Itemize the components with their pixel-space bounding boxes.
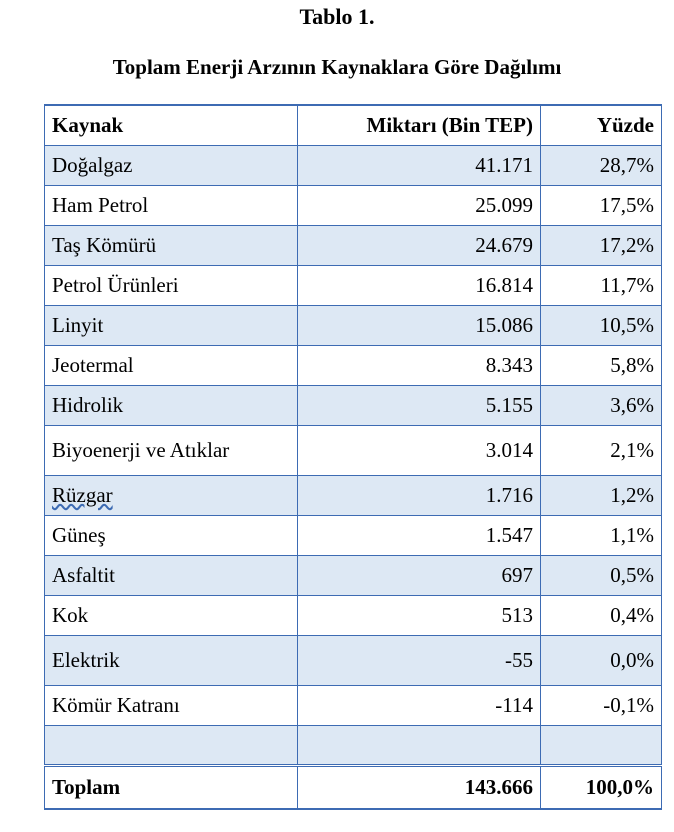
table-row [45,265,662,305]
cell-amount: 697 [298,555,541,595]
cell-percent: -0,1% [541,685,662,725]
cell-source: Asfaltit [45,555,298,595]
cell-amount: 1.547 [298,515,541,555]
cell-amount: 3.014 [298,425,541,475]
table-row [45,425,662,475]
table-row [45,475,662,515]
table-row [45,145,662,185]
table-row [45,555,662,595]
total-percent: 100,0% [541,765,662,809]
table-row [45,685,662,725]
cell-source: Biyoenerji ve Atıklar [45,425,298,475]
table-row [45,515,662,555]
cell-percent: 0,5% [541,555,662,595]
empty-cell [45,725,298,765]
cell-percent: 3,6% [541,385,662,425]
cell-source: Petrol Ürünleri [45,265,298,305]
cell-percent: 17,5% [541,185,662,225]
cell-source: Doğalgaz [45,145,298,185]
cell-percent: 11,7% [541,265,662,305]
table-row [45,225,662,265]
cell-percent: 10,5% [541,305,662,345]
cell-amount: 41.171 [298,145,541,185]
cell-percent: 17,2% [541,225,662,265]
header-amount: Miktarı (Bin TEP) [298,105,541,145]
cell-percent: 0,4% [541,595,662,635]
total-amount: 143.666 [298,765,541,809]
table-number: Tablo 1. [299,4,375,29]
cell-amount: 24.679 [298,225,541,265]
cell-amount: 25.099 [298,185,541,225]
table-row [45,305,662,345]
cell-amount: 16.814 [298,265,541,305]
cell-source: Kok [45,595,298,635]
cell-source: Elektrik [45,635,298,685]
cell-percent: 2,1% [541,425,662,475]
cell-source: Taş Kömürü [45,225,298,265]
cell-source: Linyit [45,305,298,345]
cell-source: Hidrolik [45,385,298,425]
cell-source: Güneş [45,515,298,555]
cell-source [45,475,298,515]
table-row [45,185,662,225]
table-row [45,345,662,385]
table-title: Toplam Enerji Arzının Kaynaklara Göre Dağılımı [112,55,562,79]
cell-source: Kömür Katranı [45,685,298,725]
cell-amount: 1.716 [298,475,541,515]
header-percent: Yüzde [541,105,662,145]
table-row [45,385,662,425]
cell-percent: 28,7% [541,145,662,185]
cell-amount: 15.086 [298,305,541,345]
table-row [45,595,662,635]
empty-cell [298,725,541,765]
total-label: Toplam [45,765,298,809]
cell-percent: 1,2% [541,475,662,515]
empty-row [45,725,662,765]
header-source: Kaynak [45,105,298,145]
spellcheck-underlined-text: Rüzgar [52,482,113,507]
cell-percent: 1,1% [541,515,662,555]
cell-amount: -55 [298,635,541,685]
energy-supply-table [44,104,662,810]
cell-amount: 5.155 [298,385,541,425]
cell-amount: 8.343 [298,345,541,385]
cell-percent: 5,8% [541,345,662,385]
cell-amount: -114 [298,685,541,725]
total-row [45,765,662,809]
cell-percent: 0,0% [541,635,662,685]
cell-source: Ham Petrol [45,185,298,225]
empty-cell [541,725,662,765]
header-row [45,105,662,145]
table-row [45,635,662,685]
cell-source: Jeotermal [45,345,298,385]
cell-amount: 513 [298,595,541,635]
